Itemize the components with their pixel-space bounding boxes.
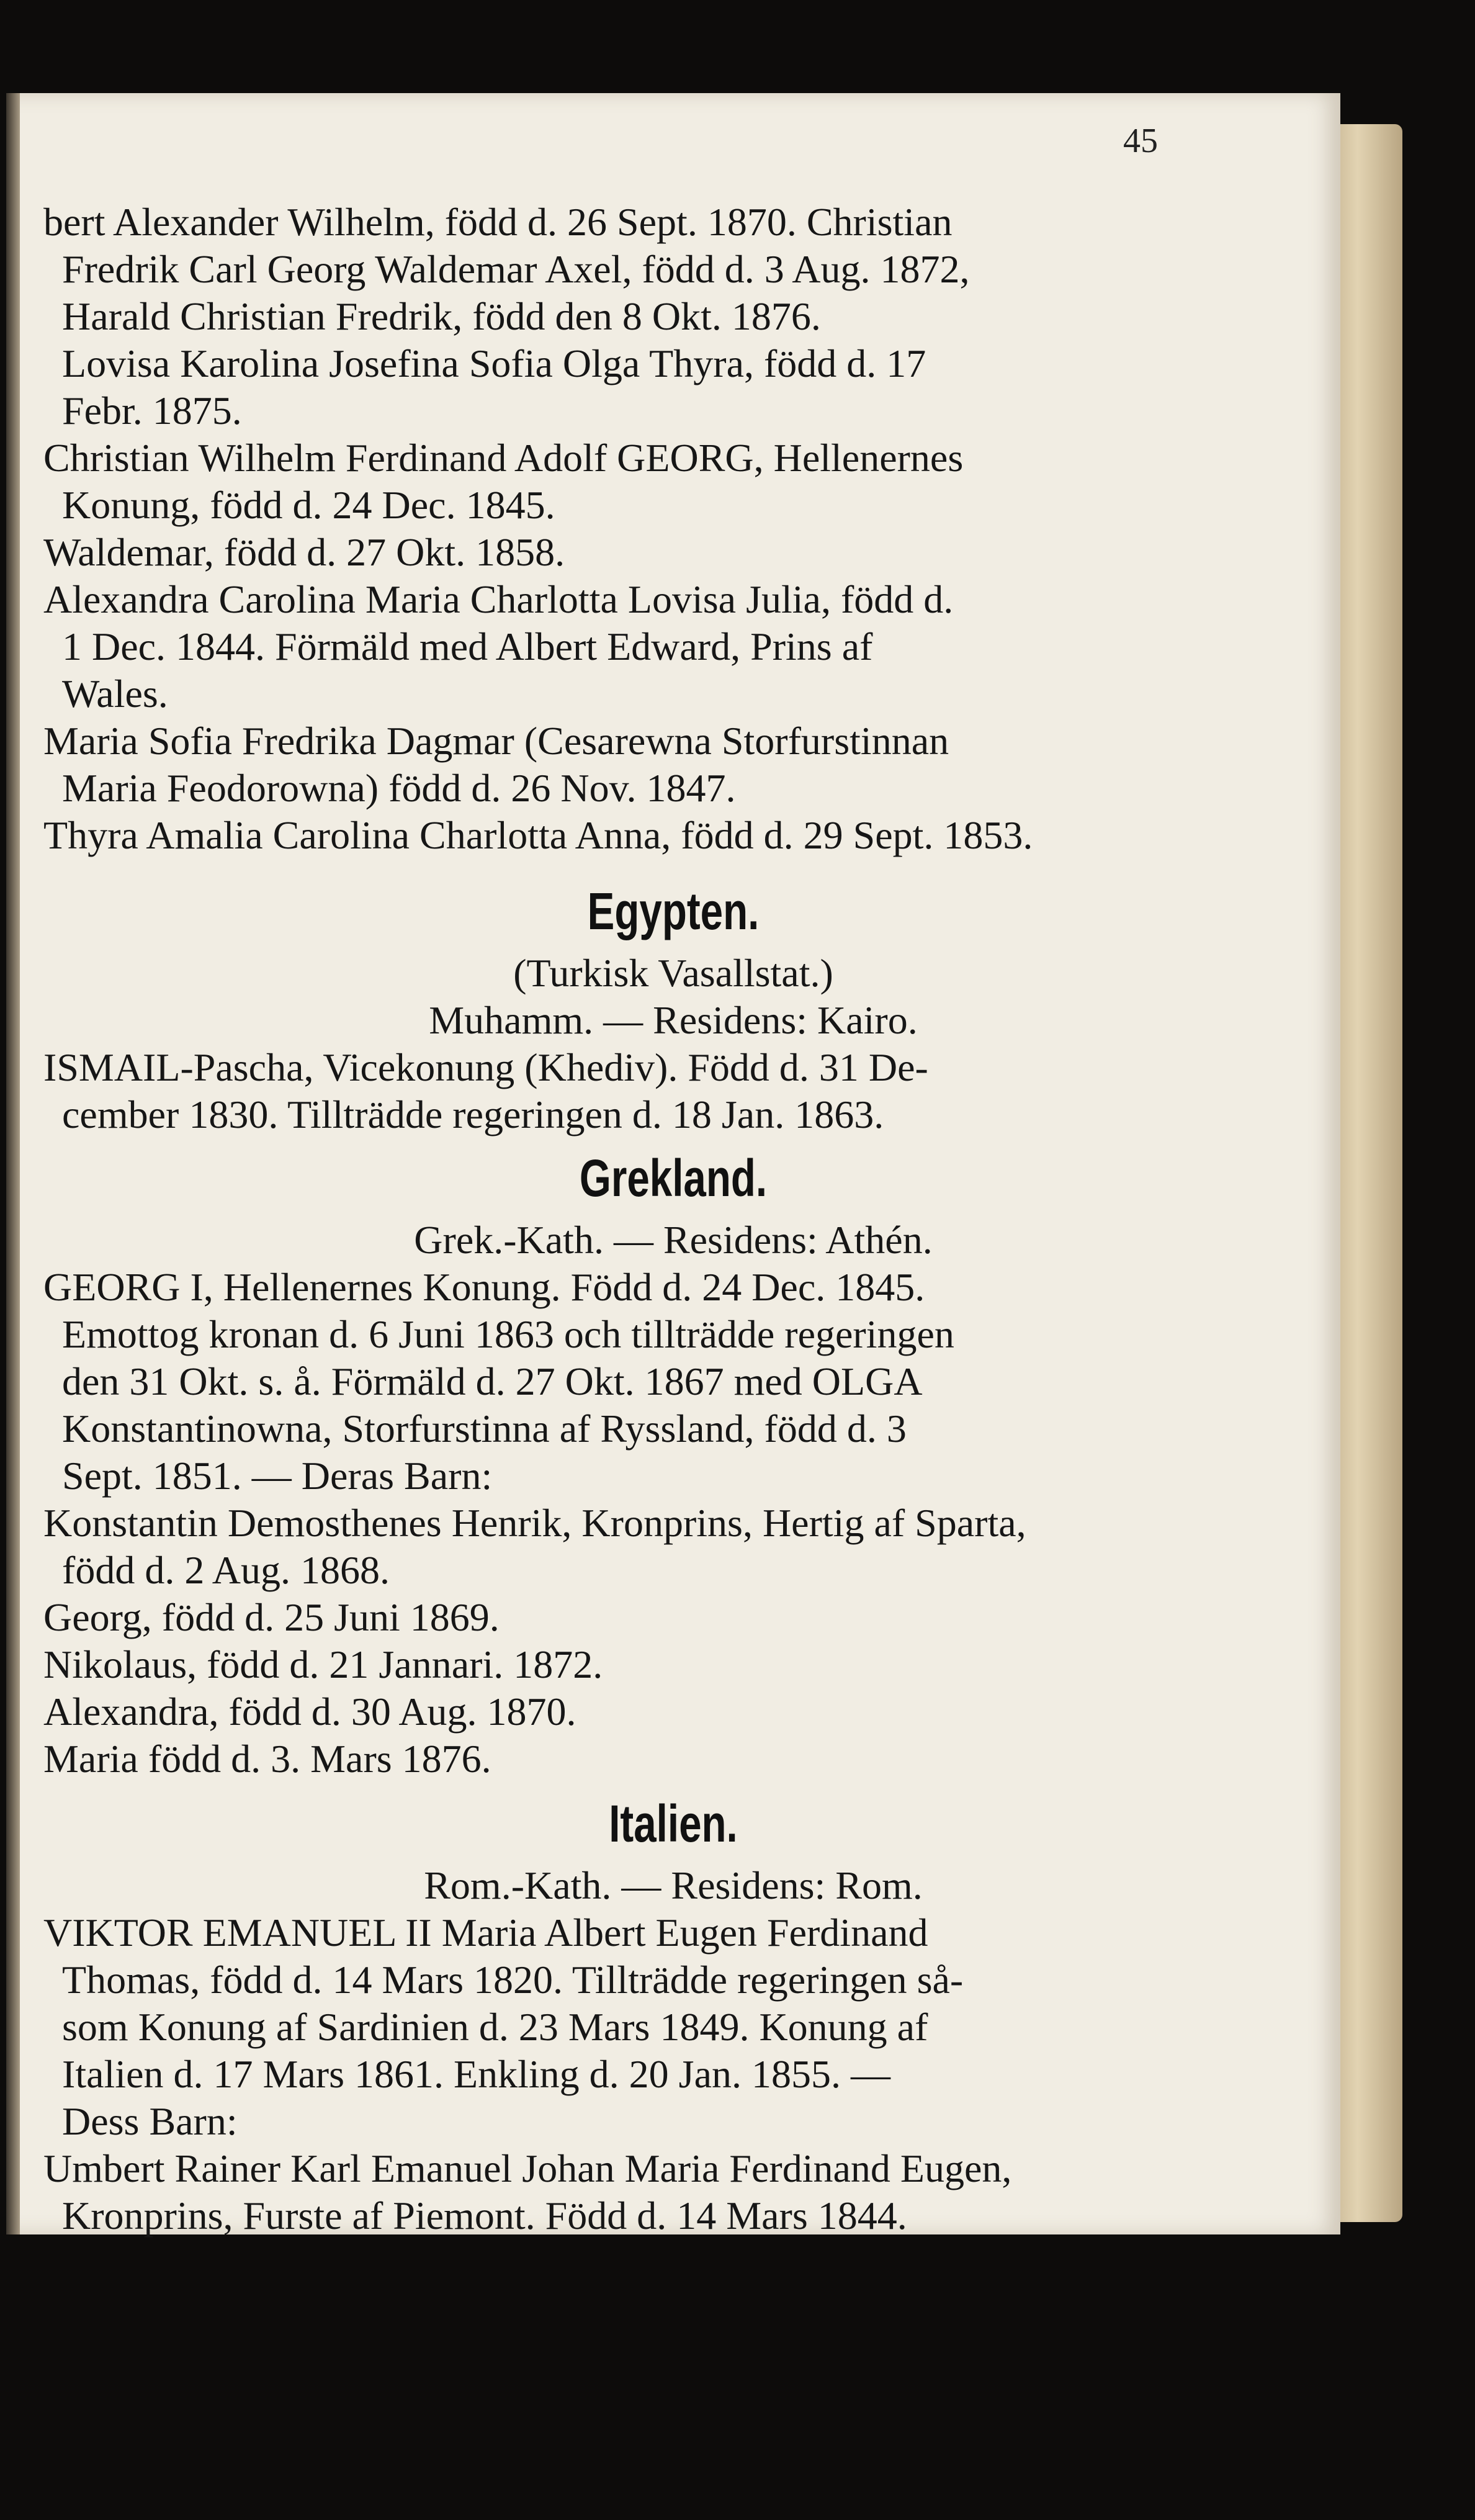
- book-spine: [6, 93, 20, 2234]
- text-line: Dess Barn:: [62, 2099, 238, 2143]
- text-line: Christian Wilhelm Ferdinand Adolf GEORG, Hellenernes: [43, 436, 964, 480]
- section-heading-greece: Grekland.: [579, 1149, 768, 1207]
- text-line: Alexandra, född d. 30 Aug. 1870.: [43, 1690, 576, 1734]
- text-line: Georg, född d. 25 Juni 1869.: [43, 1595, 500, 1639]
- text-line: Sept. 1851. — Deras Barn:: [62, 1454, 493, 1498]
- text-line: Harald Christian Fredrik, född den 8 Okt. 1876.: [62, 294, 821, 338]
- text-line: den 31 Okt. s. å. Förmäld d. 27 Okt. 1867 med OLGA: [62, 1359, 923, 1403]
- egypt-subtitle: (Turkisk Vasallstat.): [513, 951, 833, 995]
- text-line: Kronprins, Furste af Piemont. Född d. 14 Mars 1844.: [62, 2194, 907, 2238]
- text-line: Febr. 1875.: [62, 389, 242, 433]
- text-line: bert Alexander Wilhelm, född d. 26 Sept. 1870. Christian: [43, 200, 953, 244]
- text-line: Konstantinowna, Storfurstinna af Ryssland, född d. 3: [62, 1406, 907, 1451]
- text-line: Nikolaus, född d. 21 Jannari. 1872.: [43, 1642, 603, 1686]
- text-line: Lovisa Karolina Josefina Sofia Olga Thyra, född d. 17: [62, 341, 926, 385]
- text-line: Wales.: [62, 672, 168, 716]
- text-line: Konstantin Demosthenes Henrik, Kronprins, Hertig af Sparta,: [43, 1501, 1026, 1545]
- text-line: GEORG I, Hellenernes Konung. Född d. 24 Dec. 1845.: [43, 1265, 925, 1309]
- text-line: VIKTOR EMANUEL II Maria Albert Eugen Ferdinand: [43, 1910, 928, 1955]
- book-page: [6, 93, 1340, 2238]
- text-line: Maria född d. 3. Mars 1876.: [43, 1737, 491, 1781]
- text-line: Thyra Amalia Carolina Charlotta Anna, född d. 29 Sept. 1853.: [43, 813, 1033, 857]
- greece-religion-residence: Grek.-Kath. — Residens: Athén.: [414, 1218, 933, 1262]
- section-heading-egypt: Egypten.: [587, 882, 760, 940]
- page-number: 45: [1123, 122, 1158, 160]
- text-line: Alexandra Carolina Maria Charlotta Lovisa Julia, född d.: [43, 577, 954, 621]
- section-heading-italy: Italien.: [609, 1794, 738, 1853]
- text-line: Konung, född d. 24 Dec. 1845.: [62, 483, 555, 527]
- text-line: Waldemar, född d. 27 Okt. 1858.: [43, 530, 565, 574]
- text-line: som Konung af Sardinien d. 23 Mars 1849. Konung af: [62, 2005, 928, 2049]
- text-line: Fredrik Carl Georg Waldemar Axel, född d. 3 Aug. 1872,: [62, 247, 970, 291]
- text-line: cember 1830. Tillträdde regeringen d. 18 Jan. 1863.: [62, 1092, 884, 1136]
- text-line: Umbert Rainer Karl Emanuel Johan Maria Ferdinand Eugen,: [43, 2146, 1012, 2190]
- text-line: ISMAIL-Pascha, Vicekonung (Khediv). Född d. 31 De-: [43, 1045, 928, 1089]
- egypt-religion-residence: Muhamm. — Residens: Kairo.: [429, 998, 918, 1042]
- text-line: Maria Feodorowna) född d. 26 Nov. 1847.: [62, 766, 736, 810]
- text-line: Thomas, född d. 14 Mars 1820. Tillträdde regeringen så-: [62, 1958, 964, 2002]
- text-line: Maria Sofia Fredrika Dagmar (Cesarewna Storfurstinnan: [43, 719, 949, 763]
- text-line: född d. 2 Aug. 1868.: [62, 1548, 390, 1592]
- text-line: Italien d. 17 Mars 1861. Enkling d. 20 Jan. 1855. —: [62, 2052, 890, 2096]
- text-line: Emottog kronan d. 6 Juni 1863 och tillträdde regeringen: [62, 1312, 954, 1356]
- text-line: 1 Dec. 1844. Förmäld med Albert Edward, Prins af: [62, 624, 873, 668]
- italy-religion-residence: Rom.-Kath. — Residens: Rom.: [424, 1863, 923, 1907]
